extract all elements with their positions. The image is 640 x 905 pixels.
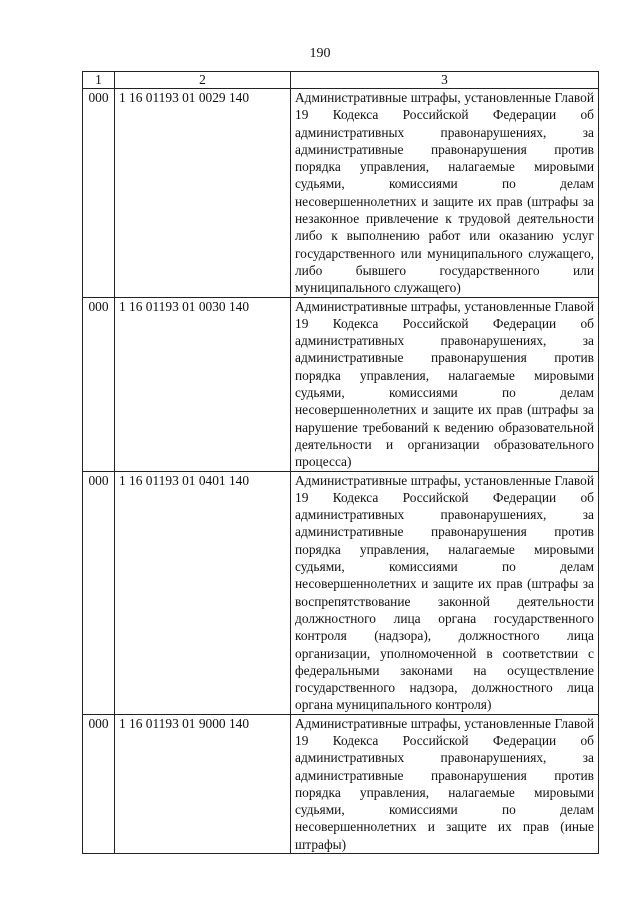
income-name-cell: Административные штрафы, установленные Главой 19 Кодекса Российской Федерации об административных правонарушениях, за административные правонарушения против порядка управления, налагаемые мировыми судьями, комиссиями по делам несовершеннолетних и защите их прав (штрафы за воспрепятствование законной деятельности должностного лица органа государственного контроля (надзора), должностного лица организации, уполномоченной в соответствии с федеральными законами на осуществление государственного надзора, должностного лица органа муниципального контроля) xyxy=(291,471,599,714)
table-row xyxy=(83,297,599,471)
income-name-cell: Административные штрафы, установленные Главой 19 Кодекса Российской Федерации об административных правонарушениях, за административные правонарушения против порядка управления, налагаемые мировыми судьями, комиссиями по делам несовершеннолетних и защите их прав (штрафы за незаконное привлечение к трудовой деятельности либо к выполнению работ или оказанию услуг государственного или муниципального служащего, либо бывшего государственного или муниципального служащего) xyxy=(291,89,599,298)
header-column-1: 1 xyxy=(83,72,115,89)
header-column-2: 2 xyxy=(115,72,291,89)
income-name-cell: Административные штрафы, установленные Главой 19 Кодекса Российской Федерации об административных правонарушениях, за административные правонарушения против порядка управления, налагаемые мировыми судьями, комиссиями по делам несовершеннолетних и защите их прав (штрафы за нарушение требований к ведению образовательной деятельности и организации образовательного процесса) xyxy=(291,297,599,471)
table-row xyxy=(83,89,599,298)
admin-code-cell: 000 xyxy=(83,89,115,298)
admin-code-cell: 000 xyxy=(83,471,115,714)
header-column-3: 3 xyxy=(291,72,599,89)
budget-code-cell: 1 16 01193 01 9000 140 xyxy=(115,714,291,853)
income-name-cell: Административные штрафы, установленные Главой 19 Кодекса Российской Федерации об административных правонарушениях, за административные правонарушения против порядка управления, налагаемые мировыми судьями, комиссиями по делам несовершеннолетних и защите их прав (иные штрафы) xyxy=(291,714,599,853)
admin-code-cell: 000 xyxy=(83,714,115,853)
admin-code-cell: 000 xyxy=(83,297,115,471)
budget-classification-table xyxy=(82,71,599,854)
table-row xyxy=(83,471,599,714)
budget-code-cell: 1 16 01193 01 0029 140 xyxy=(115,89,291,298)
table-header-row xyxy=(83,72,599,89)
page-number: 190 xyxy=(309,46,331,61)
budget-code-cell: 1 16 01193 01 0030 140 xyxy=(115,297,291,471)
table-row xyxy=(83,714,599,853)
budget-code-cell: 1 16 01193 01 0401 140 xyxy=(115,471,291,714)
